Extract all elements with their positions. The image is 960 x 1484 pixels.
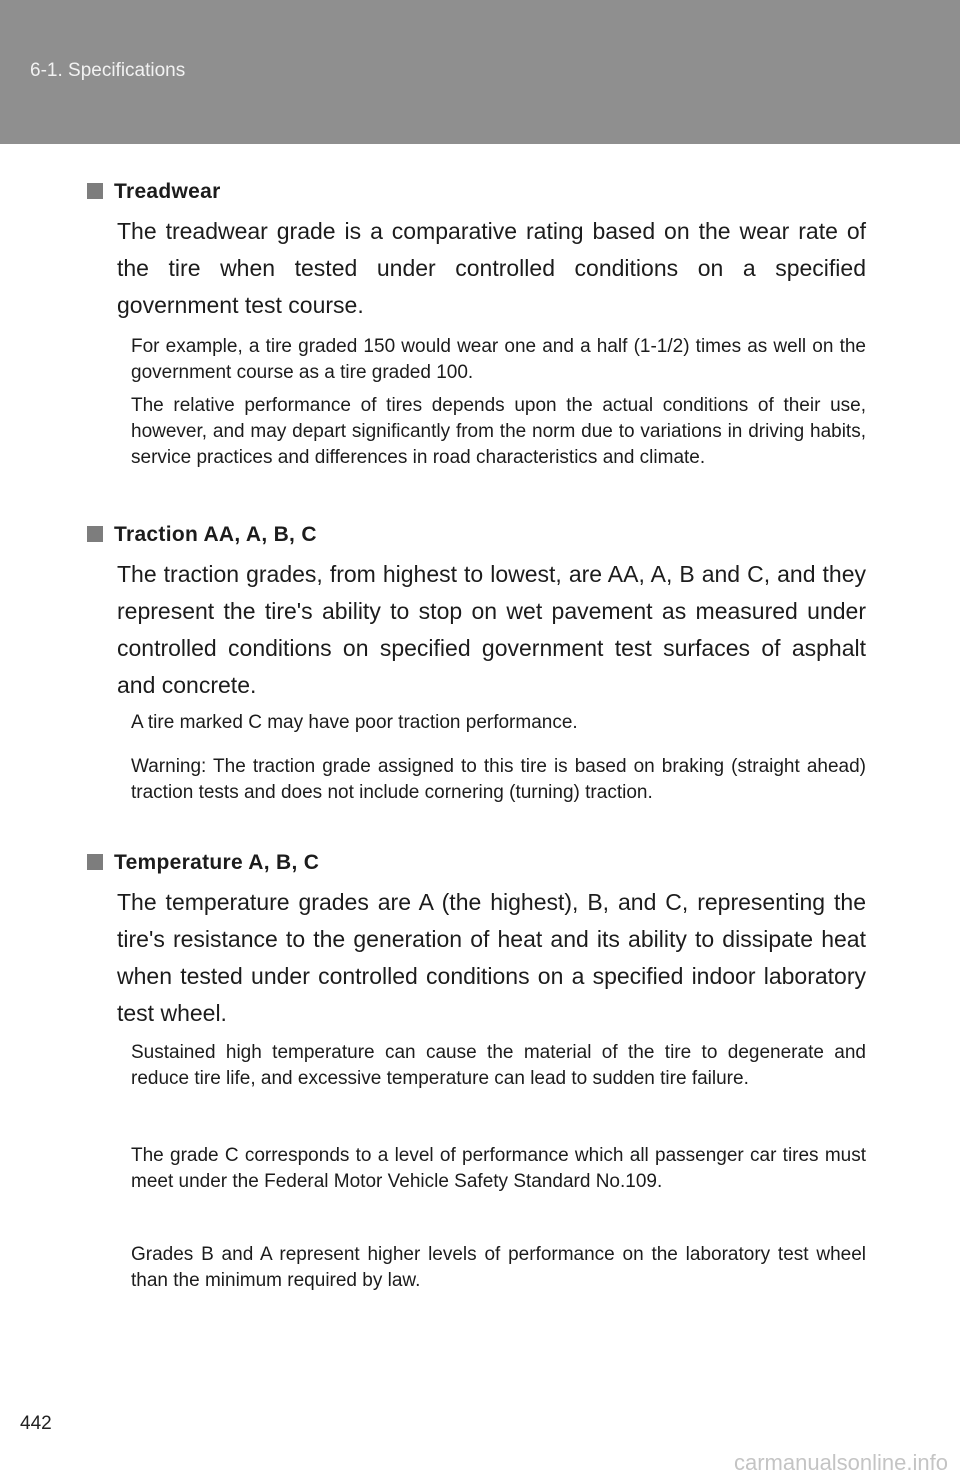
section-breadcrumb: 6-1. Specifications [30, 60, 186, 81]
bullet-square-icon [87, 183, 103, 199]
section-heading-traction [87, 523, 317, 547]
note-temperature-grade-c: The grade C corresponds to a level of performance which all passenger car tires must meet under the Federal Motor Vehicle Safety Standard No.109. [131, 1145, 866, 1192]
section-heading-temperature [87, 851, 319, 875]
note-temperature-grades-b-a: Grades B and A represent higher levels of performance on the laboratory test wheel than the minimum required by law. [131, 1244, 866, 1291]
note-traction-poor: A tire marked C may have poor traction performance. [131, 712, 578, 733]
section-heading-treadwear [87, 180, 221, 204]
bullet-square-icon [87, 854, 103, 870]
note-traction-warning: Warning: The traction grade assigned to this tire is based on braking (straight ahead) traction tests and does not include cornering (turning) traction. [131, 756, 866, 803]
section-heading-text: Temperature A, B, C [114, 851, 320, 874]
note-temperature-sustained: Sustained high temperature can cause the material of the tire to degenerate and reduce tire life, and excessive temperature can lead to sudden tire failure. [131, 1042, 866, 1089]
watermark: carmanualsonline.info [733, 1450, 948, 1475]
section-heading-text: Traction AA, A, B, C [114, 523, 317, 546]
section-body-temperature: The temperature grades are A (the highest), B, and C, representing the tire's resistance to the generation of heat and its ability to dissipate heat when tested under controlled conditions on a specified indoor laboratory test wheel. [117, 889, 866, 1026]
note-treadwear-example: For example, a tire graded 150 would wear one and a half (1-1/2) times as well on the government course as a tire graded 100. [131, 336, 866, 383]
section-body-treadwear: The treadwear grade is a comparative rating based on the wear rate of the tire when tested under controlled conditions on a specified government test course. [117, 218, 866, 318]
section-body-traction: The traction grades, from highest to lowest, are AA, A, B and C, and they represent the tire's ability to stop on wet pavement as measured under controlled conditions on specified government test surfaces of asphalt and concrete. [117, 561, 866, 698]
page-number: 442 [20, 1413, 52, 1434]
header-band [0, 0, 960, 144]
section-heading-text: Treadwear [114, 180, 221, 203]
note-treadwear-performance: The relative performance of tires depends upon the actual conditions of their use, however, and may depart significantly from the norm due to variations in driving habits, service practices and differences in road characteristics and climate. [131, 395, 866, 468]
bullet-square-icon [87, 526, 103, 542]
